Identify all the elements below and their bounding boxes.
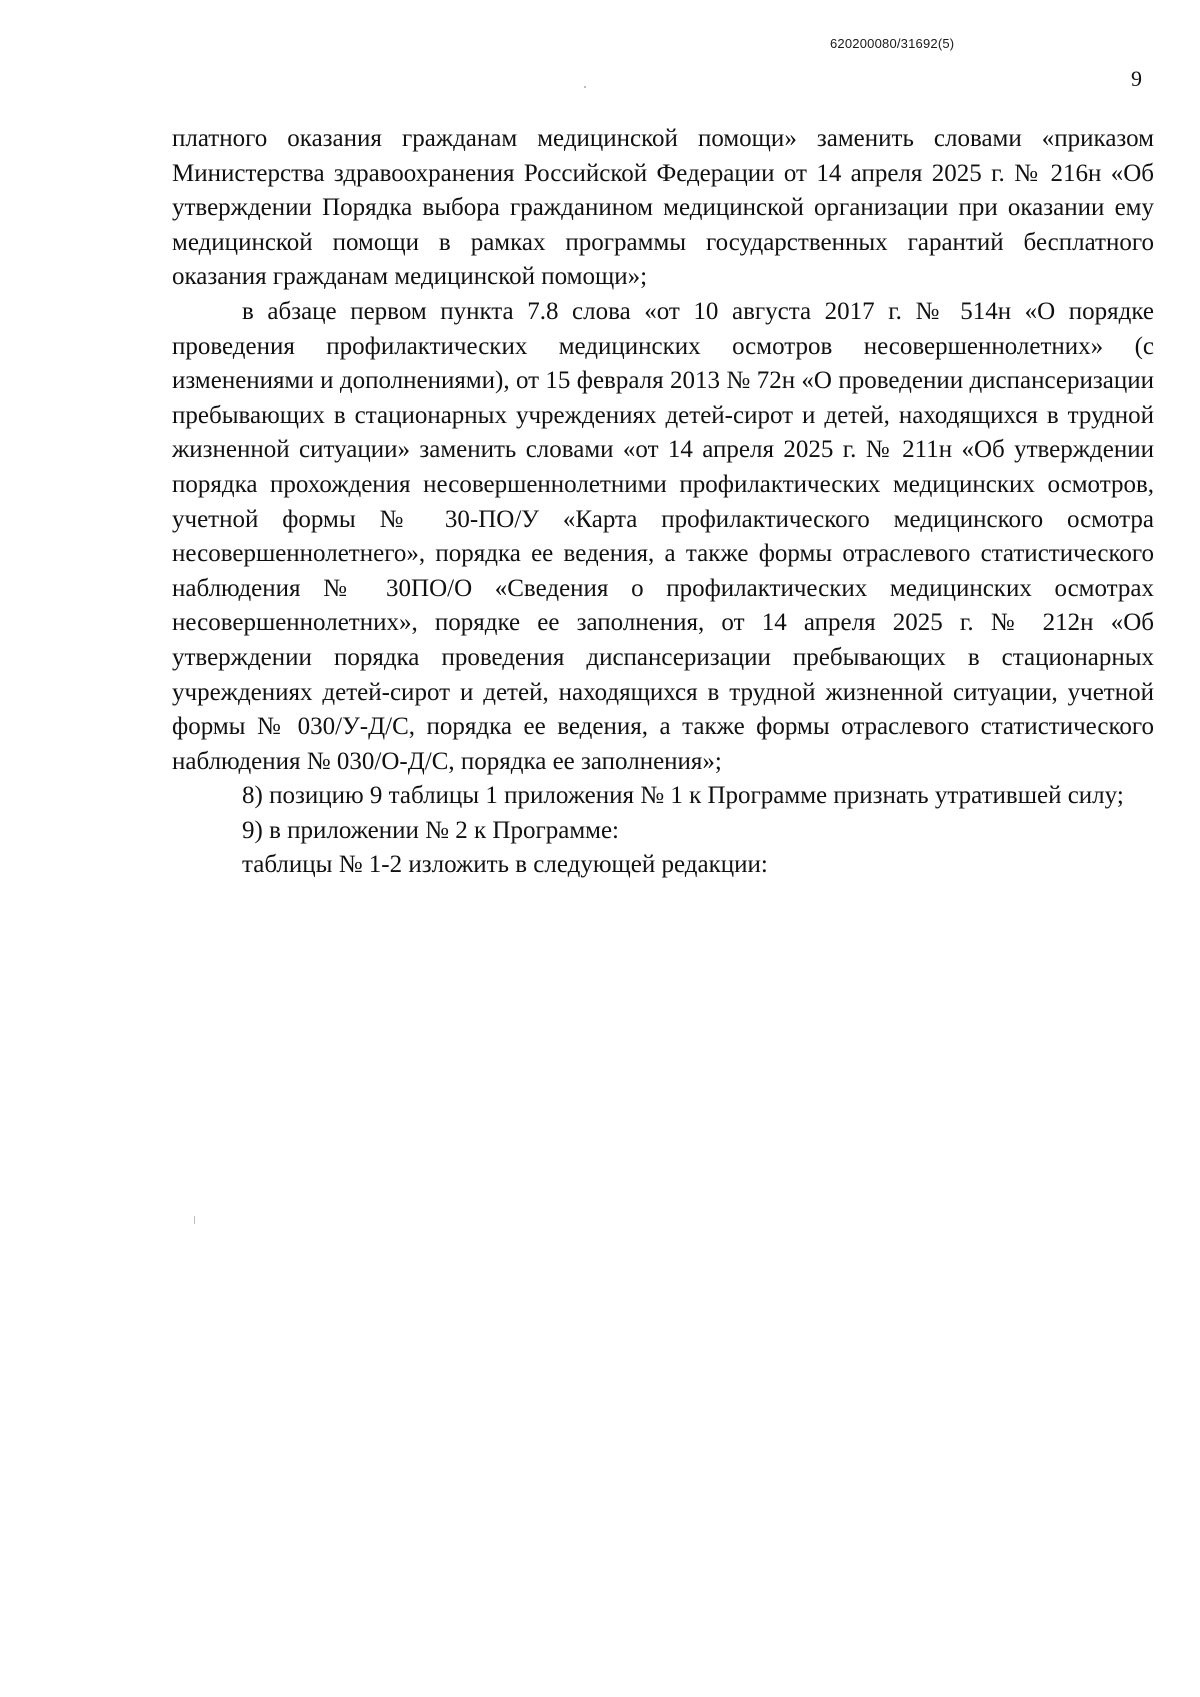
paragraph: в абзаце первом пункта 7.8 слова «от 10 августа 2017 г. № 514н «О порядке проведения профилактических медицинских осмотров несовершеннолетних» (с изменениями и дополнениями), от 15 февраля 2013 № 72н «О проведении диспансеризации пребывающих в стационарных учреждениях детей-сирот и детей, находящихся в трудной жизненной ситуации» заменить словами «от 14 апреля 2025 г. № 211н «Об утверждении порядка прохождения несовершеннолетними профилактических медицинских осмотров, учетной формы № 30-ПО/У «Карта профилактического медицинского осмотра несовершеннолетнего», порядка ее ведения, а также формы отраслевого статистического наблюдения № 30ПО/О «Сведения о профилактических медицинских осмотрах несовершеннолетних», порядке ее заполнения, от 14 апреля 2025 г. № 212н «Об утверждении порядка проведения диспансеризации пребывающих в стационарных учреждениях детей-сирот и детей, находящихся в трудной жизненной ситуации, учетной формы № 030/У-Д/С, порядка ее ведения, а также формы отраслевого статистического наблюдения № 030/О-Д/С, порядка ее заполнения»; [172, 297, 1154, 775]
paragraph: 8) позицию 9 таблицы 1 приложения № 1 к Программе признать утратившей силу; [242, 782, 1124, 810]
scan-speck [584, 86, 586, 88]
paragraph: таблицы № 1-2 изложить в следующей редакции: [242, 851, 768, 879]
paragraph: 9) в приложении № 2 к Программе: [242, 816, 620, 844]
scan-speck [194, 1216, 195, 1224]
paragraph: платного оказания гражданам медицинской помощи» заменить словами «приказом Министерства здравоохранения Российской Федерации от 14 апреля 2025 г. № 216н «Об утверждении Порядка выбора гражданином медицинской организации при оказании ему медицинской помощи в рамках программы государственных гарантий бесплатного оказания гражданам медицинской помощи»; [172, 125, 1154, 291]
page-number: 9 [1131, 66, 1142, 91]
document-body [172, 122, 1154, 883]
document-id: 620200080/31692(5) [830, 36, 955, 51]
